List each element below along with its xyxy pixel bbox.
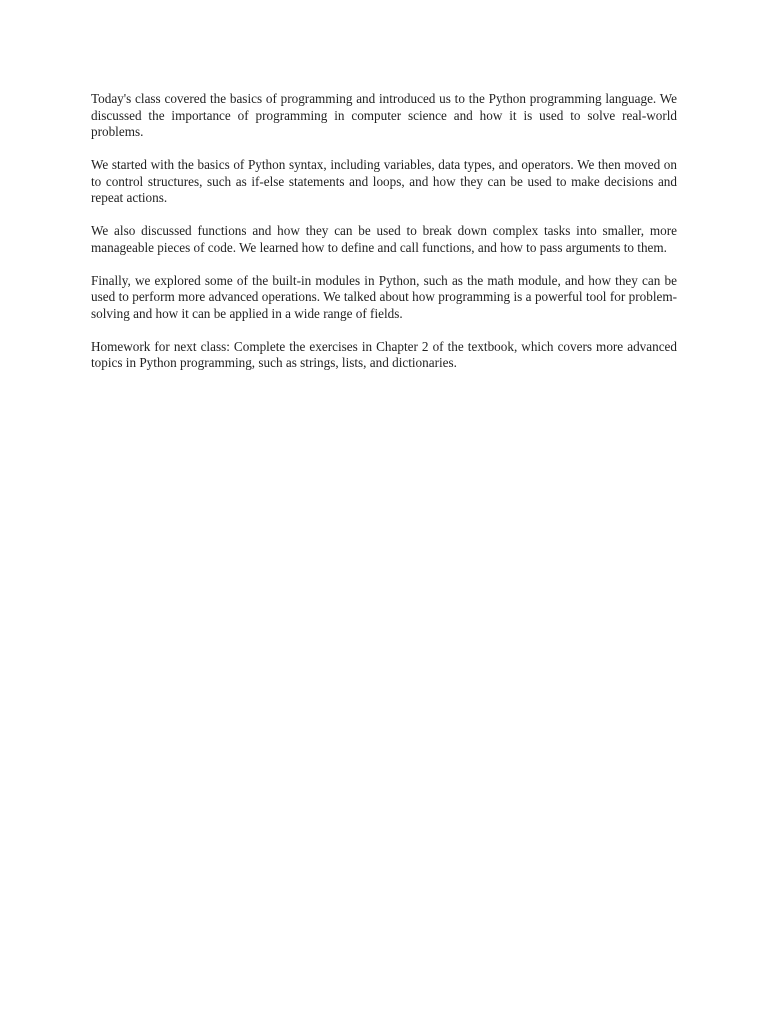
paragraph-python-syntax: We started with the basics of Python syntax, including variables, data types, and operators. We then moved on to control structures, such as if-else statements and loops, and how they can be used to make decisions and repeat actions. <box>91 157 677 205</box>
paragraph-functions: We also discussed functions and how they can be used to break down complex tasks into smaller, more manageable pieces of code. We learned how to define and call functions, and how to pass arguments to them. <box>91 223 677 255</box>
paragraph-builtin-modules: Finally, we explored some of the built-in modules in Python, such as the math module, and how they can be used to perform more advanced operations. We talked about how programming is a powerful tool for problem-solving and how it can be applied in a wide range of fields. <box>91 272 677 321</box>
paragraph-class-overview: Today's class covered the basics of programming and introduced us to the Python programming language. We discussed the importance of programming in computer science and how it is used to solve real-world problems. <box>91 91 677 139</box>
document-body <box>91 91 677 388</box>
paragraph-homework: Homework for next class: Complete the exercises in Chapter 2 of the textbook, which covers more advanced topics in Python programming, such as strings, lists, and dictionaries. <box>91 338 677 370</box>
